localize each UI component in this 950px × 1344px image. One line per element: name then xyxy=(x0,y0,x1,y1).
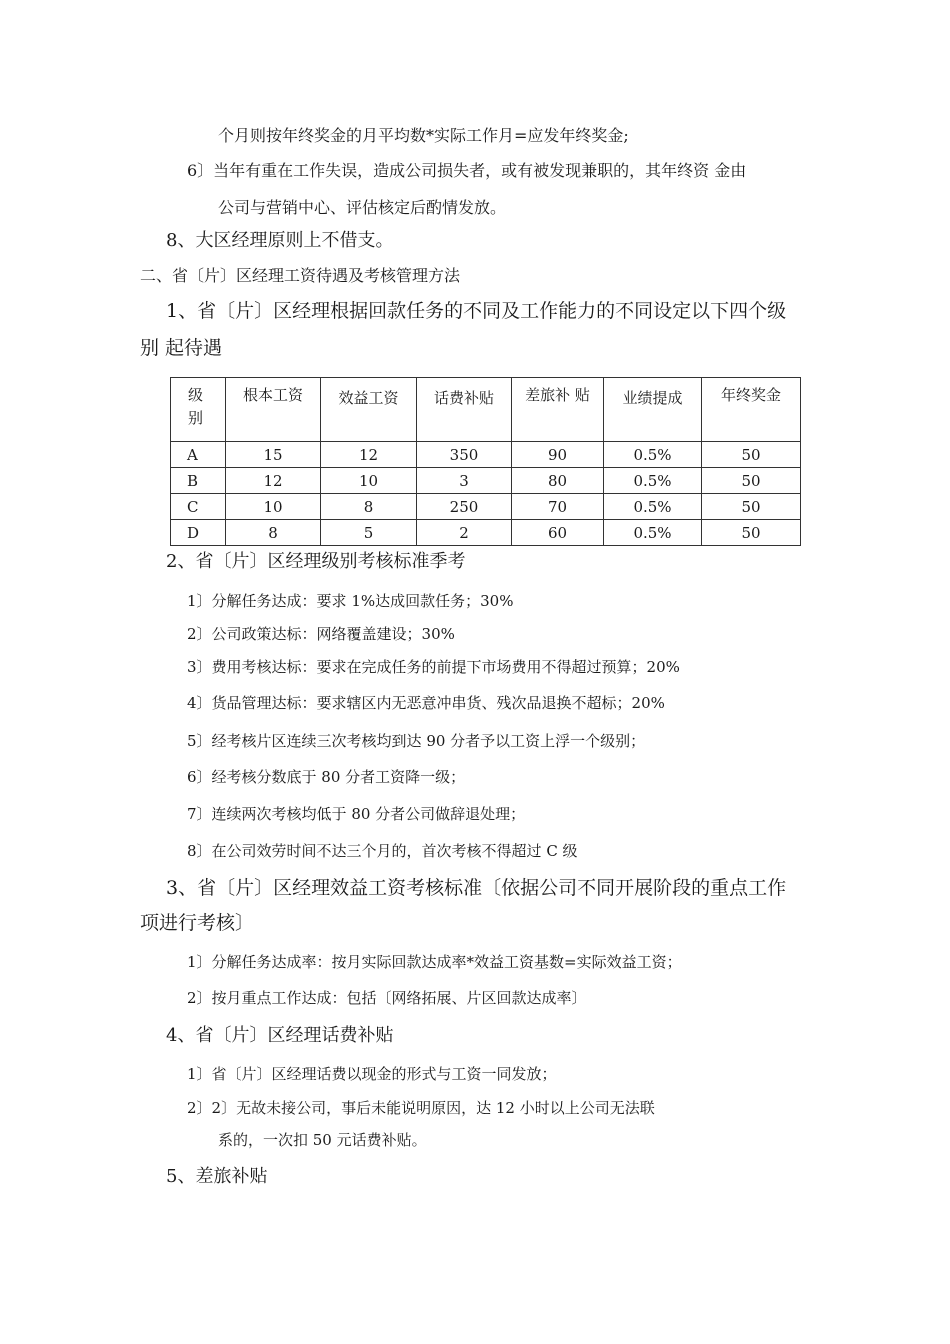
table-row xyxy=(171,494,801,520)
list-item: 3〕费用考核达标：要求在完成任务的前提下市场费用不得超过预算；20% xyxy=(187,658,680,676)
list-item: 2〕按月重点工作达成：包括〔网络拓展、片区回款达成率〕 xyxy=(187,989,587,1007)
paragraph-5-title: 5、差旅补贴 xyxy=(166,1166,268,1187)
list-item: 1〕分解任务达成率：按月实际回款达成率*效益工资基数=实际效益工资； xyxy=(187,953,682,971)
cell-level: B xyxy=(171,468,226,494)
header-travel-allowance: 差旅补 贴 xyxy=(512,378,604,442)
cell-year-end-bonus: 50 xyxy=(702,468,801,494)
paragraph-1-line-2: 别 起待遇 xyxy=(140,337,223,359)
header-commission: 业绩提成 xyxy=(604,378,702,442)
cell-year-end-bonus: 50 xyxy=(702,494,801,520)
list-item: 8〕在公司效劳时间不达三个月的，首次考核不得超过 C 级 xyxy=(187,842,578,860)
cell-year-end-bonus: 50 xyxy=(702,442,801,468)
list-item: 6〕经考核分数底于 80 分者工资降一级； xyxy=(187,768,466,786)
cell-base-salary: 10 xyxy=(226,494,321,520)
cell-commission: 0.5% xyxy=(604,442,702,468)
list-item-continuation: 系的，一次扣 50 元话费补贴。 xyxy=(218,1131,427,1149)
header-year-end-bonus: 年终奖金 xyxy=(702,378,801,442)
header-performance-salary: 效益工资 xyxy=(321,378,417,442)
cell-travel-allowance: 90 xyxy=(512,442,604,468)
salary-level-table xyxy=(170,377,801,546)
header-base-salary: 根本工资 xyxy=(226,378,321,442)
table-row xyxy=(171,442,801,468)
cell-performance-salary: 10 xyxy=(321,468,417,494)
list-item: 2〕2〕无故未接公司，事后未能说明原因，达 12 小时以上公司无法联 xyxy=(187,1099,655,1117)
continuation-line: 个月则按年终奖金的月平均数*实际工作月=应发年终奖金; xyxy=(218,126,629,145)
cell-travel-allowance: 80 xyxy=(512,468,604,494)
cell-level: D xyxy=(171,520,226,546)
item-6-line-2: 公司与营销中心、评估核定后酌情发放。 xyxy=(218,198,507,217)
cell-phone-allowance: 2 xyxy=(417,520,512,546)
cell-base-salary: 15 xyxy=(226,442,321,468)
cell-performance-salary: 12 xyxy=(321,442,417,468)
cell-travel-allowance: 70 xyxy=(512,494,604,520)
section-heading: 二、省〔片〕区经理工资待遇及考核管理方法 xyxy=(140,266,461,285)
table-header-row xyxy=(171,378,801,442)
list-item: 1〕省〔片〕区经理话费以现金的形式与工资一同发放； xyxy=(187,1065,557,1083)
cell-year-end-bonus: 50 xyxy=(702,520,801,546)
cell-commission: 0.5% xyxy=(604,520,702,546)
item-8: 8、大区经理原则上不借支。 xyxy=(166,230,394,251)
cell-base-salary: 12 xyxy=(226,468,321,494)
cell-performance-salary: 5 xyxy=(321,520,417,546)
cell-travel-allowance: 60 xyxy=(512,520,604,546)
cell-base-salary: 8 xyxy=(226,520,321,546)
cell-level: A xyxy=(171,442,226,468)
list-item: 2〕公司政策达标：网络覆盖建设；30% xyxy=(187,625,455,643)
cell-phone-allowance: 3 xyxy=(417,468,512,494)
paragraph-3-title-line-1: 3、省〔片〕区经理效益工资考核标准〔依据公司不同开展阶段的重点工作 xyxy=(166,877,787,899)
table-row xyxy=(171,468,801,494)
list-item: 4〕货品管理达标：要求辖区内无恶意冲串货、残次品退换不超标；20% xyxy=(187,694,665,712)
header-phone-allowance: 话费补贴 xyxy=(417,378,512,442)
cell-commission: 0.5% xyxy=(604,468,702,494)
cell-phone-allowance: 350 xyxy=(417,442,512,468)
paragraph-1-line-1: 1、省〔片〕区经理根据回款任务的不同及工作能力的不同设定以下四个级 xyxy=(166,300,787,322)
item-6-line-1: 6〕当年有重在工作失误，造成公司损失者，或有被发现兼职的，其年终资 金由 xyxy=(187,161,747,180)
list-item: 5〕经考核片区连续三次考核均到达 90 分者予以工资上浮一个级别； xyxy=(187,732,646,750)
cell-performance-salary: 8 xyxy=(321,494,417,520)
table-row xyxy=(171,520,801,546)
header-level: 级别 xyxy=(171,378,226,442)
cell-level: C xyxy=(171,494,226,520)
list-item: 7〕连续两次考核均低于 80 分者公司做辞退处理； xyxy=(187,805,526,823)
cell-commission: 0.5% xyxy=(604,494,702,520)
list-item: 1〕分解任务达成：要求 1%达成回款任务；30% xyxy=(187,592,514,610)
paragraph-2-title: 2、省〔片〕区经理级别考核标准季考 xyxy=(166,551,466,572)
paragraph-4-title: 4、省〔片〕区经理话费补贴 xyxy=(166,1025,394,1046)
paragraph-3-title-line-2: 项进行考核〕 xyxy=(140,912,255,934)
cell-phone-allowance: 250 xyxy=(417,494,512,520)
